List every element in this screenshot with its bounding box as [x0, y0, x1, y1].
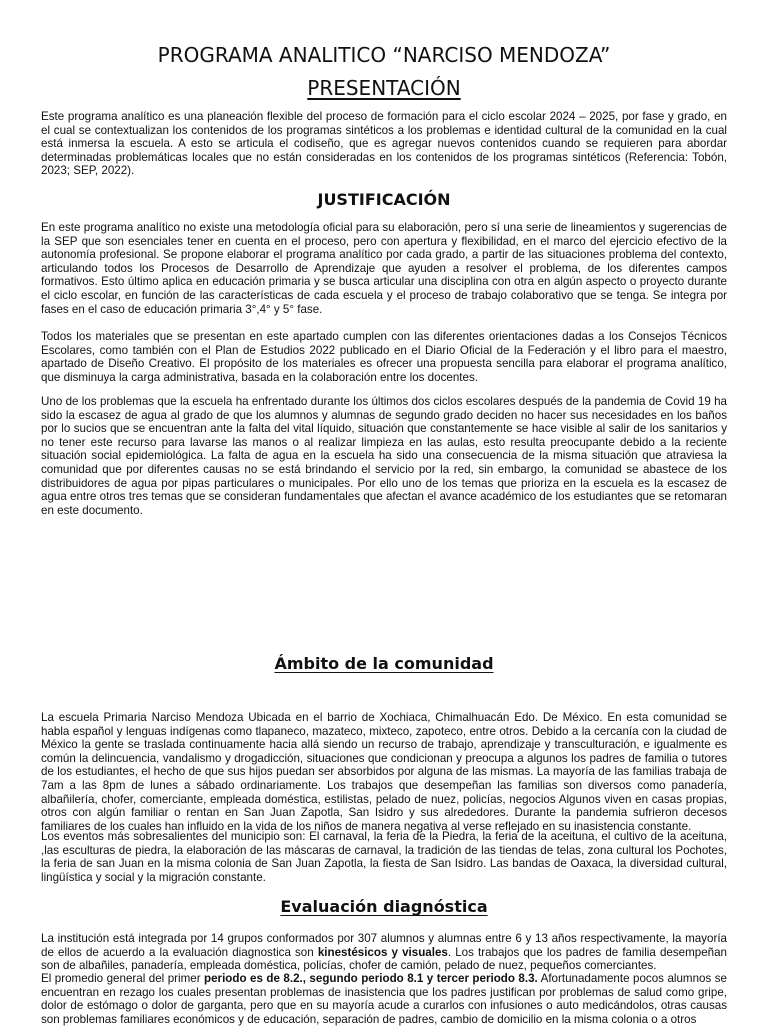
- ambito-paragraph-1: La escuela Primaria Narciso Mendoza Ubicada en el barrio de Xochiaca, Chimalhuacán Edo. De México. En esta comunidad se habla español y lenguas indígenas como tlapaneco, mazateco, mixteco, zapoteco, entre otros. Debido a la cercanía con la ciudad de México la gente se traslada continuamente hacia allá siendo un recurso de trabajo, aprendizaje y transculturación, e igualmente es común la delincuencia, vandalismo y drogadicción, situaciones que condicionan y preocupa a algunos los padres de familia o tutores de los estudiantes, el hecho de que sus hijos puedan ser absorbidos por alguna de las mismas. La mayoría de las familias trabaja de 7am a las 8pm de lunes a sábado ordinariamente. Los trabajos que desempeñan las familias son diversos como panadería, albañilería, chofer, comerciante, empleada doméstica, estilistas, pelado de nuez, policías, negocios Algunos viven en casas propias, otros con algún familiar o rentan en San Juan Zapotla, San Isidro y sus alrededores. Durante la pandemia sufrieron decesos familiares de los cuales han influido en la vida de los niños de manera negativa al verse reflejado en su inasistencia constante.: [41, 711, 727, 833]
- presentacion-paragraph: Este programa analítico es una planeación flexible del proceso de formación para el ciclo escolar 2024 – 2025, por fase y grado, en el cual se contextualizan los contenidos de los programas sintéticos a los problemas e identidad cultural de la comunidad en la cual está inmersa la escuela. A esto se articula el codiseño, que es agregar nuevos contenidos cuando se requieren para abordar determinadas problemáticas locales que no están consideradas en los contenidos de los programas sintéticos (Referencia: Tobón, 2023; SEP, 2022).: [41, 110, 727, 178]
- ambito-heading: Ámbito de la comunidad: [274, 654, 494, 673]
- justificacion-heading: JUSTIFICACIÓN: [317, 190, 451, 209]
- ambito-paragraph-2: Los eventos más sobresalientes del municipio son: El carnaval, la feria de la Piedra, la feria de la aceituna, el cultivo de la aceituna, ,las esculturas de piedra, la elaboración de las máscaras de carnaval, la tradición de las tiendas de telas, zona cultural los Pochotes, la feria de san Juan en la misma colonia de San Juan Zapotla, la fiesta de San Isidro. Las bandas de Oaxaca, la diversidad cultural, lingüística y social y la migración constante.: [41, 830, 727, 884]
- evaluacion-paragraph-2: [41, 972, 727, 1026]
- evaluacion-p2-text-a: El promedio general del primer: [41, 972, 205, 985]
- justificacion-paragraph-3: Uno de los problemas que la escuela ha enfrentado durante los últimos dos ciclos escolares después de la pandemia de Covid 19 ha sido la escasez de agua al grado de que los alumnos y alumnas de segundo grado deciden no hacer sus necesidades en los baños por lo sucios que se encuentran ante la falta del vital líquido, situación que constantemente se hace visible al salir de los sanitarios y no tener este recurso para lavarse las manos o al realizar limpieza en las aulas, esto resulta preocupante debido a la reciente situación social epidemiológica. La falta de agua en la escuela ha sido una consecuencia de la misma situación que atraviesa la comunidad que por diferentes causas no se está brindando el servicio por la red, sin embargo, la comunidad se abastece de los distribuidores de agua por pipas particulares o municipales. Por ello uno de los temas que prioriza en la escuela es la escasez de agua entre otros tres temas que se consideran fundamentales que afectan el avance académico de los estudiantes que se retomaran en este documento.: [41, 395, 727, 517]
- document-title: PROGRAMA ANALITICO “NARCISO MENDOZA”: [157, 43, 611, 67]
- evaluacion-p1-text-b: . Los trabajos que los padres de familia desempeñan son de albañiles, panadería, empleada doméstica, policías, chofer de camión, pelado de nuez, pequeños comerciantes.: [41, 945, 727, 973]
- evaluacion-p2-bold: periodo es de 8.2., segundo periodo 8.1 y tercer periodo 8.3.: [204, 972, 538, 985]
- justificacion-paragraph-2: Todos los materiales que se presentan en este apartado cumplen con las diferentes orientaciones dadas a los Consejos Técnicos Escolares, como también con el Plan de Estudios 2022 publicado en el Diario Oficial de la Federación y el libro para el maestro, apartado de Diseño Creativo. El propósito de los materiales es ofrecer una propuesta sencilla para elaborar el programa analítico, que disminuya la carga administrativa, basada en la colaboración entre los docentes.: [41, 330, 727, 384]
- justificacion-paragraph-1: En este programa analítico no existe una metodología oficial para su elaboración, pero sí una serie de lineamientos y sugerencias de la SEP que son esenciales tener en cuenta en el proceso, pero con apertura y flexibilidad, en el marco del ejercicio efectivo de la autonomía profesional. Se propone elaborar el programa analítico por cada grado, a partir de las situaciones problema del contexto, articulando todos los Procesos de Desarrollo de Aprendizaje que ayuden a resolver el problema, de los diferentes campos formativos. Esto último aplica en educación primaria y se busca articular una disciplina con otra en algún aspecto o proyecto durante el ciclo escolar, en función de las características de cada escuela y el proceso de trabajo colaborativo que se tenga. Se integra por fases en el caso de educación primaria 3°,4° y 5° fase.: [41, 221, 727, 316]
- evaluacion-paragraph-1: [41, 932, 727, 973]
- presentacion-heading: PRESENTACIÓN: [307, 76, 461, 100]
- evaluacion-p2-text-b: Afortunadamente pocos alumnos se encuentran en rezago los cuales presentan problemas de inasistencia que los padres justifican por problemas de salud como gripe, dolor de estómago o dolor de garganta, pero que en su mayoría acude a curarlos con infusiones o auto medicándolos, otras causas son problemas familiares económicos y de educación, separación de padres, cambio de domicilio en la misma colonia o a otros: [41, 972, 727, 1026]
- evaluacion-heading: Evaluación diagnóstica: [280, 897, 488, 916]
- evaluacion-p1-bold: kinestésicos y visuales: [317, 945, 448, 959]
- evaluacion-p1-text-a: La institución está integrada por 14 grupos conformados por 307 alumnos y alumnas entre 6 y 13 años respectivamente, la mayoría de ellos de acuerdo a la evaluación diagnostica son: [41, 932, 727, 959]
